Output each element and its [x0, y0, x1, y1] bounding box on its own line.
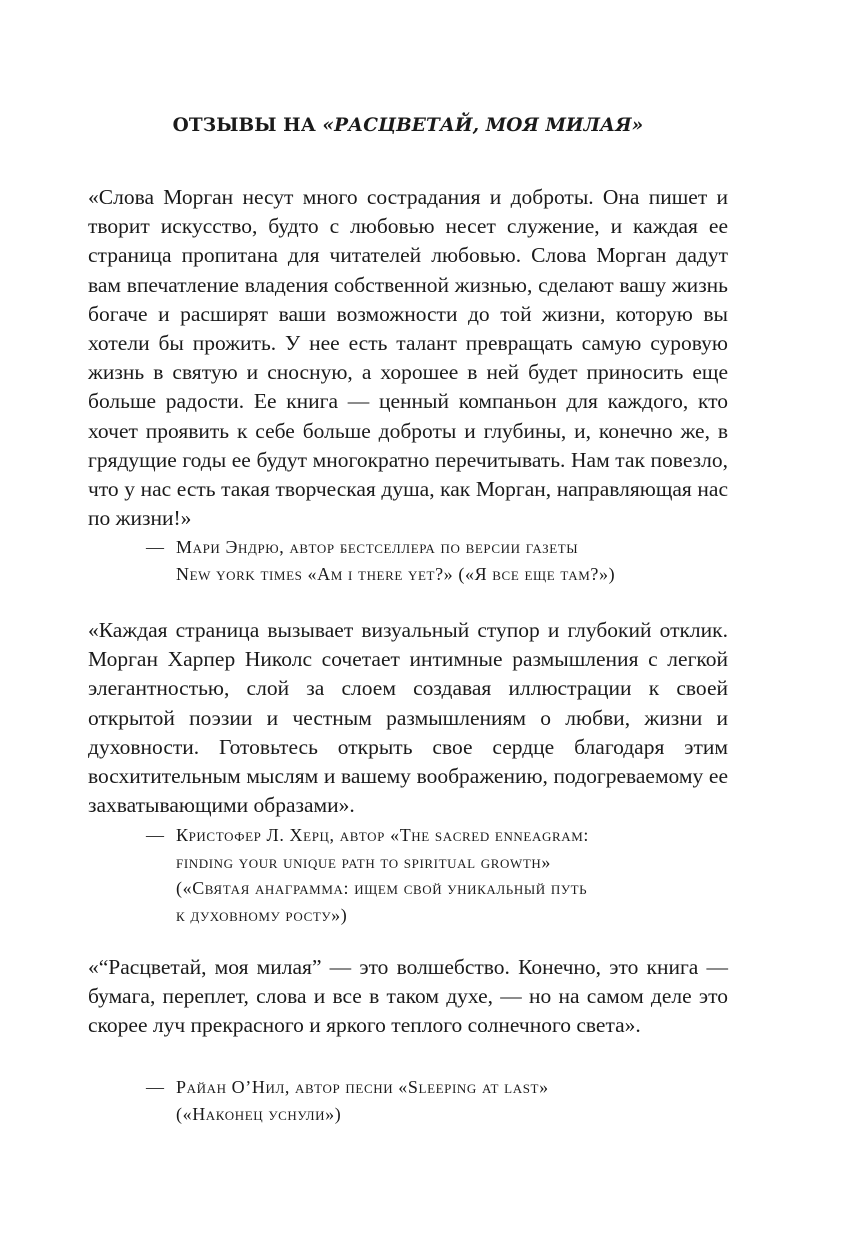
attribution-line: («Святая анаграмма: ищем свой уникальный путь [176, 878, 588, 899]
attribution-line: — Мари Эндрю, автор бестселлера по версии газеты [146, 534, 615, 561]
heading-prefix: ОТЗЫВЫ НА [172, 115, 323, 136]
attribution-line: — Кристофер Л. Херц, автор «The sacred enneagram: [146, 822, 589, 849]
attribution-dash: — [146, 1077, 164, 1097]
attribution-dash: — [146, 825, 164, 845]
attribution-dash: — [146, 537, 164, 557]
review-quote-2: «Каждая страница вызывает визуальный ступор и глубокий отклик. Морган Харпер Николс сочетает интимные размышления с легкой элегантностью, слой за слоем создавая иллюстрации к своей открытой поэзии и честным размышлениям о любви, жизни и духовности. Готовьтесь открыть свое сердце благодаря этим восхитительным мыслям и вашему воображению, подогреваемому ее захватывающими образами». [88, 618, 728, 818]
review-attribution-3 [146, 1074, 549, 1127]
heading-book-title: «РАСЦВЕТАЙ, МОЯ МИЛАЯ» [322, 115, 644, 136]
attribution-line: («Наконец уснули») [176, 1103, 342, 1124]
page-heading [88, 112, 728, 140]
attribution-line: New york times «Am i there yet?» («Я все еще там?») [176, 563, 616, 584]
attribution-line: finding your unique path to spiritual growth» [176, 851, 551, 872]
review-quote-3: «“Расцветай, моя милая” — это волшебство. Конечно, это книга — бумага, переплет, слова и все в таком духе, — но на самом деле это скорее луч прекрасного и яркого теплого солнечного света». [88, 955, 728, 1038]
attribution-line: — Райан О’Нил, автор песни «Sleeping at last» [146, 1074, 549, 1101]
attribution-line: к духовному росту») [176, 904, 348, 925]
review-quote-1: «Слова Морган несут много сострадания и доброты. Она пишет и творит искусство, будто с любовью несет служение, и каждая ее страница пропитана для читателей любовью. Слова Морган дадут вам впечатление владения собственной жизнью, сделают вашу жизнь богаче и расширят ваши возможности до той жизни, которую вы хотели бы прожить. У нее есть талант превращать самую суровую жизнь в святую и сносную, а хорошее в ней будет приносить еще больше радости. Ее книга — ценный компаньон для каждого, кто хочет проявить к себе больше доброты и глубины, и, конечно же, в грядущие годы ее будут многократно перечитывать. Нам так повезло, что у нас есть такая творческая душа, как Морган, направляющая нас по жизни!» [88, 185, 728, 531]
review-attribution-1 [146, 534, 615, 587]
review-attribution-2 [146, 822, 589, 928]
